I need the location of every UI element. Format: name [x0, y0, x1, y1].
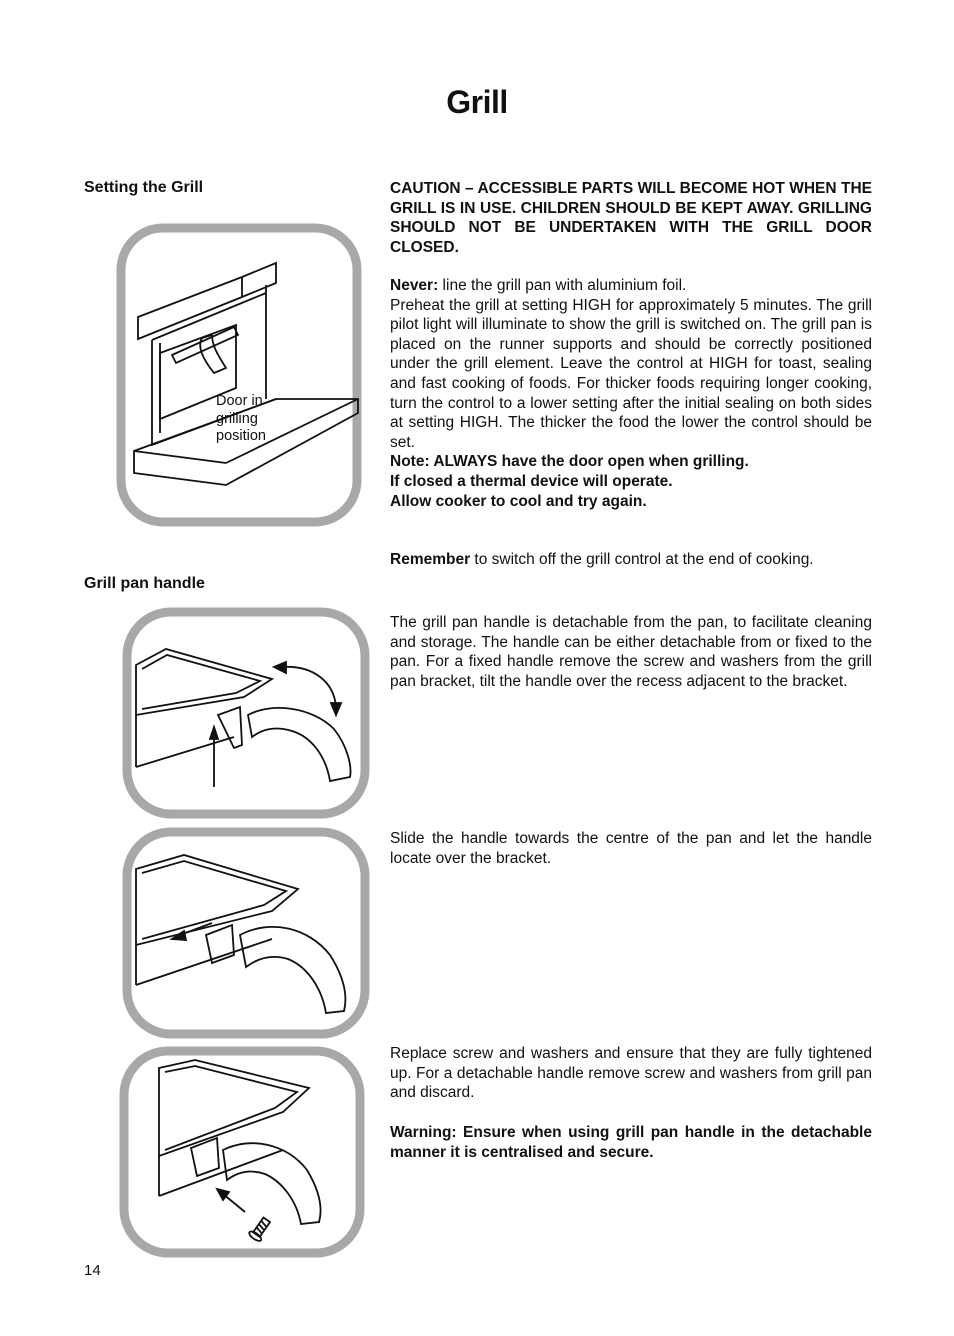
caution-block	[390, 179, 872, 257]
caution-text: CAUTION – ACCESSIBLE PARTS WILL BECOME HOT WHEN THE GRILL IS IN USE. CHILDREN SHOULD BE KEPT AWAY. GRILLING SHOULD NOT BE UNDERTAKEN WITH THE GRILL DOOR CLOSED.	[390, 180, 872, 256]
never-label: Never:	[390, 277, 439, 294]
preheat-paragraph: Preheat the grill at setting HIGH for approximately 5 minutes. The grill pilot light will illuminate to show the grill is switched on. The grill pan is placed on the runner supports and should be correctly positioned under the grill element. Leave the control at HIGH for toast, sealing and fast cooking of foods. For thicker foods requiring longer cooking, turn the control to a lower setting after the initial sealing on both sides at setting HIGH. The thicker the food the lower the control should be set.	[390, 296, 872, 451]
page-title: Grill	[446, 84, 508, 120]
caption-line: position	[216, 428, 266, 444]
note-line: Note: ALWAYS have the door open when grilling.	[390, 453, 749, 471]
warning-paragraph	[390, 1123, 872, 1162]
door-caption	[216, 393, 266, 446]
instructions-block	[390, 276, 872, 511]
note-line: If closed a thermal device will operate.	[390, 472, 673, 490]
remember-text: to switch off the grill control at the end of cooking.	[470, 551, 814, 568]
replace-text: Replace screw and washers and ensure that they are fully tightened up. For a detachable handle remove screw and washers from grill pan and discard.	[390, 1045, 872, 1102]
handle-fit-illustration	[122, 607, 370, 819]
page-number: 14	[84, 1262, 101, 1279]
setting-grill-heading: Setting the Grill	[84, 179, 204, 196]
slide-text: Slide the handle towards the centre of the pan and let the handle locate over the bracket.	[390, 830, 872, 867]
handle-paragraph	[390, 613, 872, 691]
caption-line: grilling	[216, 410, 258, 427]
caption-line: Door in	[216, 393, 263, 409]
handle-text: The grill pan handle is detachable from the pan, to facilitate cleaning and storage. The handle can be either detachable from or fixed to the pan. For a fixed handle remove the screw and washers from the grill pan bracket, tilt the handle over the recess adjacent to the bracket.	[390, 614, 872, 690]
never-text: line the grill pan with aluminium foil.	[438, 277, 687, 294]
never-paragraph	[390, 276, 872, 296]
screw-replace-illustration	[119, 1046, 365, 1258]
slide-paragraph	[390, 829, 872, 868]
remember-block	[390, 550, 872, 570]
handle-slide-illustration	[122, 827, 370, 1039]
note-line: Allow cooker to cool and try again.	[390, 492, 647, 510]
grill-door-illustration	[116, 223, 362, 527]
grill-pan-handle-heading: Grill pan handle	[84, 575, 205, 592]
replace-paragraph	[390, 1044, 872, 1103]
remember-label: Remember	[390, 551, 471, 568]
warning-text: Warning: Ensure when using grill pan handle in the detachable manner it is centralised and secure.	[390, 1124, 872, 1161]
